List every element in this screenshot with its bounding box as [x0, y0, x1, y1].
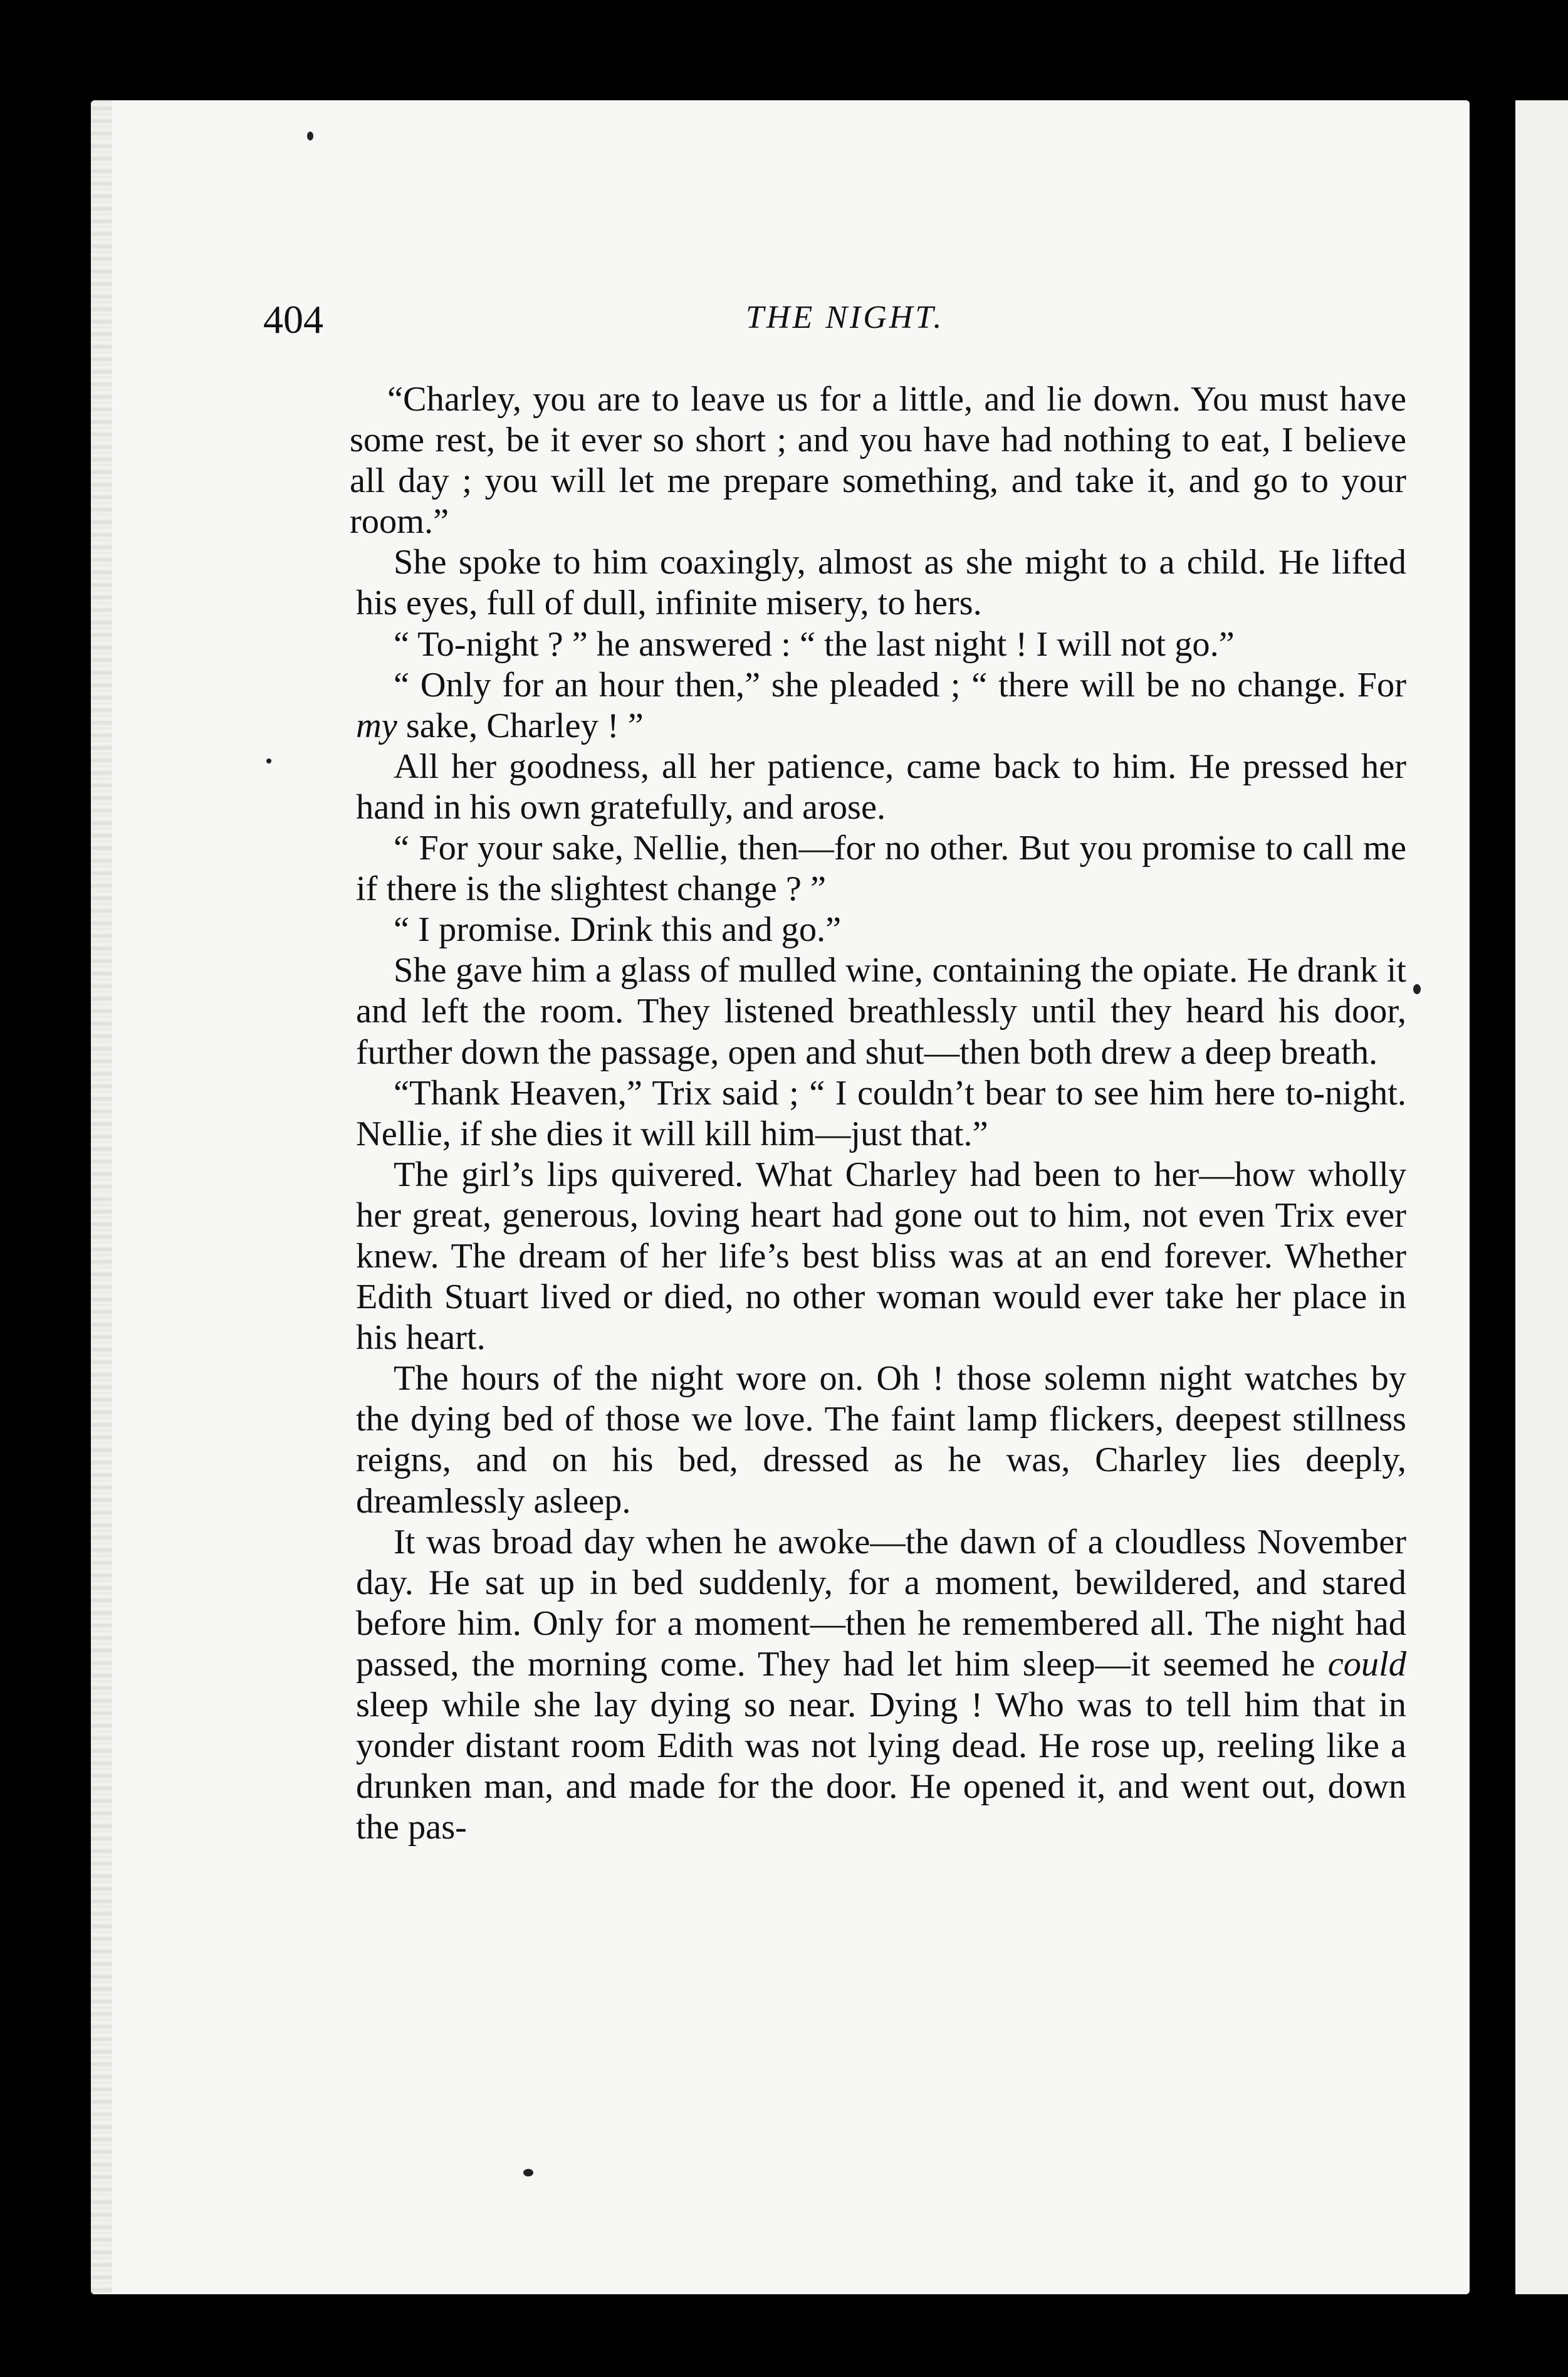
paragraph-text: It was broad day when he awoke—the dawn of a cloudless November day. He sat up in bed suddenly, for a moment, bewildered, and stared before him. Only for a moment—then he remembered all. The night had passed, the morning come. They had let him sleep—it seemed he: [356, 1522, 1406, 1684]
paragraph: All her goodness, all her patience, came back to him. He pressed her hand in his own gratefully, and arose.: [356, 747, 1406, 827]
emphasis: my: [356, 706, 397, 745]
ink-speck: [523, 2169, 533, 2176]
paragraph-text: sleep while she lay dying so near. Dying ! Who was to tell him that in yonder distant room Edith was not lying dead. He rose up, reeling like a drunken man, and made for the door. He opened it, and went out, down the pas-: [356, 1686, 1406, 1847]
paragraph: “ To-night ? ” he answered : “ the last night ! I will not go.”: [394, 624, 1235, 664]
page-header: [263, 291, 1059, 348]
facing-page-edge: [1515, 100, 1568, 2294]
ink-speck: [266, 758, 271, 763]
paragraph: She gave him a glass of mulled wine, containing the opiate. He drank it and left the room. They listened breathlessly until they heard his door, further down the passage, open and shut—then both drew a deep breath.: [356, 951, 1406, 1072]
paragraph: The hours of the night wore on. Oh ! those solemn night watches by the dying bed of those we love. The faint lamp flickers, deepest stillness reigns, and on his bed, dressed as he was, Charley lies deeply, dreamlessly asleep.: [356, 1359, 1406, 1521]
page-spine-shadow: [91, 100, 112, 2294]
paragraph: The girl’s lips quivered. What Charley had been to her—how wholly her great, generous, loving heart had gone out to him, not even Trix ever knew. The dream of her life’s best bliss was at an end forever. Whether Edith Stuart lived or died, no other woman would ever take her place in his heart.: [356, 1155, 1406, 1358]
paragraph: “ For your sake, Nellie, then—for no other. But you promise to call me if there is the slightest change ? ”: [356, 829, 1406, 909]
page-number: 404: [263, 297, 323, 342]
paragraph: “ I promise. Drink this and go.”: [394, 910, 842, 950]
running-head: THE NIGHT.: [746, 300, 944, 335]
ink-speck: [1413, 984, 1421, 994]
ink-speck: [307, 132, 313, 140]
body-text: [350, 379, 1406, 1848]
paragraph: “Charley, you are to leave us for a little, and lie down. You must have some rest, be it ever so short ; and you have had nothing to eat, I believe all day ; you will let me prepare something, and take it, and go to your room.”: [350, 380, 1406, 542]
paragraph: “Thank Heaven,” Trix said ; “ I couldn’t bear to see him here to-night. Nellie, if she dies it will kill him—just that.”: [356, 1073, 1406, 1153]
paragraph-text: sake, Charley ! ”: [397, 706, 644, 745]
paragraph: She spoke to him coaxingly, almost as she might to a child. He lifted his eyes, full of dull, infinite misery, to hers.: [356, 543, 1406, 623]
paragraph: [356, 665, 1406, 747]
paragraph: [356, 1522, 1406, 1849]
emphasis: could: [1327, 1644, 1406, 1684]
paragraph-text: “ Only for an hour then,” she pleaded ; “ there will be no change. For: [394, 665, 1406, 705]
page-gutter: [1501, 100, 1515, 2294]
